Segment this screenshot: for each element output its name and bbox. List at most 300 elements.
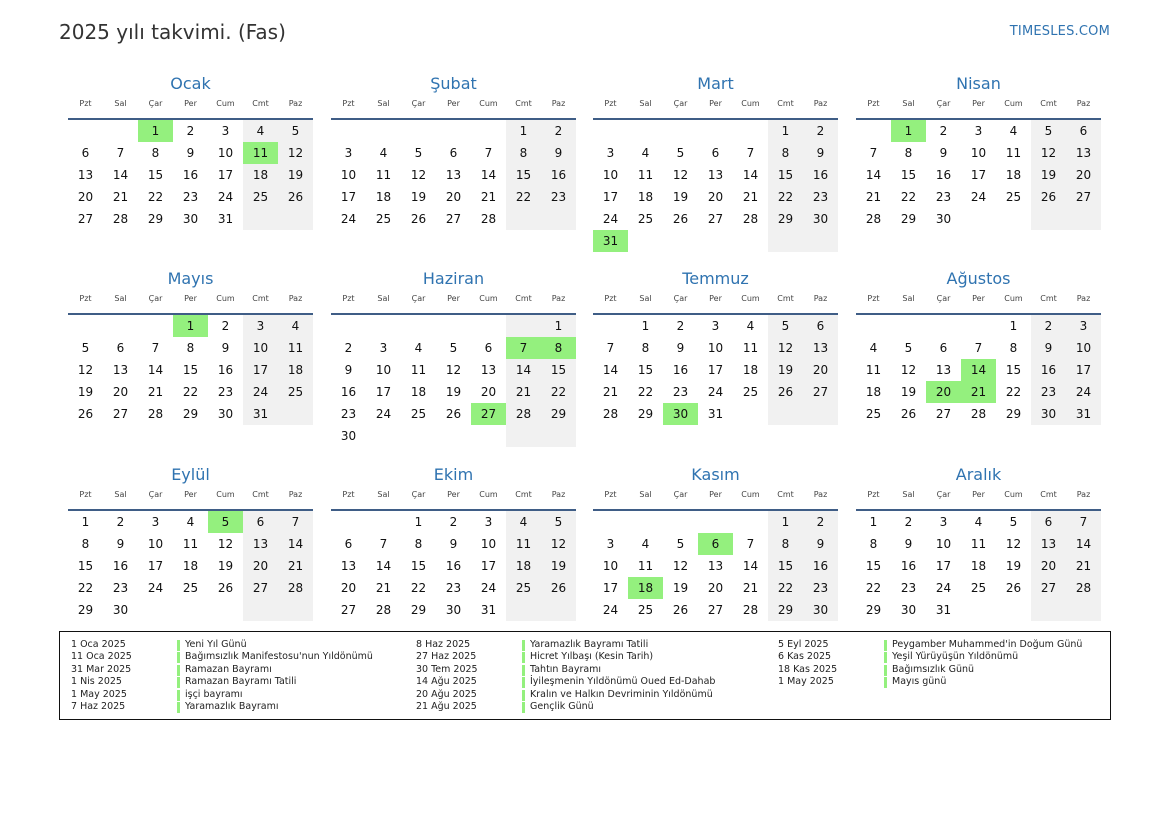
holiday-marker	[177, 690, 180, 701]
day-cell: 26	[1040, 190, 1057, 204]
day-cell: 18	[515, 559, 532, 573]
site-link[interactable]: TIMESLES.COM	[1009, 24, 1110, 39]
day-cell: 27	[1075, 190, 1092, 204]
day-cell: 25	[742, 385, 759, 399]
weekday-header	[68, 490, 313, 502]
day-cell: 15	[900, 168, 917, 182]
holiday-name: Yeni Yıl Günü	[185, 639, 247, 650]
holiday-day-cell: 1	[891, 120, 926, 142]
day-cell: 17	[480, 559, 497, 573]
month-block	[331, 73, 576, 226]
holiday-name: Bağımsızlık Manifestosu'nun Yıldönümü	[185, 651, 373, 663]
day-cell: 25	[865, 407, 882, 421]
weekday-label: Per	[184, 294, 197, 303]
month-name: Ekim	[433, 465, 474, 484]
day-cell: 24	[602, 603, 619, 617]
day-cell: 18	[865, 385, 882, 399]
day-cell: 16	[550, 168, 567, 182]
month-block	[593, 464, 838, 617]
day-cell: 10	[707, 341, 724, 355]
holiday-name: Hicret Yılbaşı (Kesin Tarih)	[530, 651, 654, 663]
day-grid	[331, 315, 576, 455]
day-cell: 16	[812, 559, 829, 573]
day-cell: 17	[602, 190, 619, 204]
day-cell: 26	[287, 190, 304, 204]
month-name: Şubat	[430, 74, 477, 93]
holiday-day-cell: 7	[506, 337, 541, 359]
day-cell: 8	[186, 341, 195, 355]
day-cell: 22	[777, 581, 794, 595]
day-cell: 12	[900, 363, 917, 377]
holiday-day-cell: 27	[471, 403, 506, 425]
day-cell: 14	[480, 168, 497, 182]
day-cell: 6	[711, 146, 720, 160]
weekday-label: Sal	[114, 294, 127, 303]
day-cell: 15	[515, 168, 532, 182]
day-cell: 4	[379, 146, 388, 160]
weekday-label: Paz	[1076, 99, 1091, 108]
weekday-label: Cmt	[1040, 490, 1057, 499]
day-cell: 18	[410, 385, 427, 399]
day-cell: 2	[344, 341, 353, 355]
weekday-label: Cmt	[515, 99, 532, 108]
day-cell: 20	[77, 190, 94, 204]
holiday-name: Tahtın Bayramı	[530, 663, 602, 675]
day-cell: 18	[375, 190, 392, 204]
day-cell: 17	[935, 559, 952, 573]
weekday-label: Paz	[288, 490, 303, 499]
weekday-label: Çar	[411, 294, 426, 303]
day-cell: 22	[865, 581, 882, 595]
day-cell: 30	[182, 212, 199, 226]
day-cell: 15	[147, 168, 164, 182]
day-cell: 24	[252, 385, 269, 399]
day-cell: 15	[77, 559, 94, 573]
day-cell: 21	[742, 190, 759, 204]
holiday-date: 6 Kas 2025	[778, 651, 832, 663]
day-cell: 2	[676, 319, 685, 333]
day-cell: 2	[939, 124, 948, 138]
weekday-label: Sal	[377, 294, 390, 303]
day-cell: 29	[77, 603, 94, 617]
day-cell: 18	[182, 559, 199, 573]
day-cell: 18	[970, 559, 987, 573]
day-cell: 3	[606, 146, 615, 160]
day-cell: 2	[449, 515, 458, 529]
weekday-header	[593, 490, 838, 502]
day-cell: 5	[781, 319, 790, 333]
day-cell: 22	[1005, 385, 1022, 399]
day-grid	[856, 315, 1101, 455]
month-name: Nisan	[956, 74, 1001, 93]
day-cell: 19	[445, 385, 462, 399]
month-block	[331, 268, 576, 443]
day-cell: 27	[707, 212, 724, 226]
day-cell: 25	[182, 581, 199, 595]
day-cell: 5	[81, 341, 90, 355]
holiday-day-cell: 1	[173, 315, 208, 337]
day-cell: 9	[116, 537, 125, 551]
holiday-day-cell: 6	[698, 533, 733, 555]
day-cell: 28	[147, 407, 164, 421]
day-cell: 15	[865, 559, 882, 573]
holiday-date: 21 Ağu 2025	[416, 700, 477, 712]
month-name: Temmuz	[682, 269, 749, 288]
day-cell: 22	[147, 190, 164, 204]
day-cell: 16	[935, 168, 952, 182]
weekday-label: Per	[447, 294, 460, 303]
weekday-header	[856, 99, 1101, 111]
day-cell: 21	[515, 385, 532, 399]
holiday-name: Yaramazlık Bayramı Tatili	[530, 639, 649, 650]
day-cell: 11	[637, 168, 654, 182]
day-cell: 3	[974, 124, 983, 138]
day-cell: 14	[742, 168, 759, 182]
weekday-label: Cum	[216, 490, 235, 499]
day-cell: 23	[672, 385, 689, 399]
holiday-marker	[177, 640, 180, 651]
day-cell: 22	[515, 190, 532, 204]
day-cell: 8	[519, 146, 528, 160]
day-cell: 14	[147, 363, 164, 377]
day-cell: 4	[641, 146, 650, 160]
day-cell: 12	[217, 537, 234, 551]
day-cell: 10	[480, 537, 497, 551]
day-grid	[331, 120, 576, 260]
weekday-header	[331, 99, 576, 111]
day-cell: 27	[252, 581, 269, 595]
day-cell: 27	[77, 212, 94, 226]
day-cell: 16	[1040, 363, 1057, 377]
day-cell: 26	[672, 603, 689, 617]
month-block	[331, 464, 576, 617]
weekday-label: Paz	[813, 294, 828, 303]
weekday-label: Cmt	[777, 99, 794, 108]
weekday-label: Cmt	[777, 294, 794, 303]
day-cell: 10	[340, 168, 357, 182]
day-cell: 6	[1044, 515, 1053, 529]
day-cell: 24	[1075, 385, 1092, 399]
weekday-label: Cum	[216, 99, 235, 108]
day-grid	[593, 511, 838, 651]
day-cell: 2	[221, 319, 230, 333]
day-cell: 9	[816, 537, 825, 551]
day-cell: 24	[707, 385, 724, 399]
day-cell: 13	[707, 559, 724, 573]
day-cell: 21	[602, 385, 619, 399]
day-cell: 6	[939, 341, 948, 355]
day-cell: 30	[812, 603, 829, 617]
weekday-label: Çar	[673, 490, 688, 499]
day-cell: 12	[777, 341, 794, 355]
day-cell: 10	[970, 146, 987, 160]
month-name: Haziran	[422, 269, 485, 288]
holiday-marker	[522, 640, 525, 651]
day-cell: 9	[904, 537, 913, 551]
day-cell: 21	[865, 190, 882, 204]
day-cell: 16	[672, 363, 689, 377]
day-cell: 25	[375, 212, 392, 226]
holiday-day-cell: 30	[663, 403, 698, 425]
day-cell: 25	[287, 385, 304, 399]
day-cell: 1	[781, 515, 790, 529]
weekday-label: Sal	[639, 294, 652, 303]
weekday-label: Sal	[114, 99, 127, 108]
weekday-header	[68, 99, 313, 111]
weekday-label: Paz	[1076, 490, 1091, 499]
day-cell: 3	[344, 146, 353, 160]
day-cell: 10	[147, 537, 164, 551]
day-cell: 23	[182, 190, 199, 204]
weekday-label: Cum	[1004, 490, 1023, 499]
day-cell: 18	[742, 363, 759, 377]
day-cell: 4	[974, 515, 983, 529]
day-cell: 13	[112, 363, 129, 377]
day-cell: 14	[742, 559, 759, 573]
weekday-label: Cmt	[252, 490, 269, 499]
day-cell: 9	[816, 146, 825, 160]
day-cell: 22	[410, 581, 427, 595]
weekday-label: Cmt	[777, 490, 794, 499]
month-block	[856, 464, 1101, 617]
day-cell: 2	[816, 124, 825, 138]
month-name: Eylül	[171, 465, 210, 484]
day-cell: 3	[711, 319, 720, 333]
day-cell: 3	[151, 515, 160, 529]
day-cell: 26	[445, 407, 462, 421]
day-cell: 22	[637, 385, 654, 399]
holiday-date: 8 Haz 2025	[416, 639, 471, 650]
day-cell: 27	[935, 407, 952, 421]
day-grid	[68, 120, 313, 260]
day-cell: 23	[1040, 385, 1057, 399]
day-cell: 23	[112, 581, 129, 595]
holiday-marker	[177, 677, 180, 688]
day-cell: 12	[287, 146, 304, 160]
month-name: Mayıs	[167, 269, 214, 288]
holiday-date: 20 Ağu 2025	[416, 688, 477, 700]
holiday-day-cell: 31	[593, 230, 628, 252]
day-cell: 16	[900, 559, 917, 573]
weekday-label: Paz	[288, 99, 303, 108]
day-cell: 24	[970, 190, 987, 204]
weekday-label: Paz	[813, 99, 828, 108]
day-cell: 31	[480, 603, 497, 617]
weekday-label: Cum	[741, 490, 760, 499]
day-cell: 13	[480, 363, 497, 377]
day-cell: 24	[375, 407, 392, 421]
month-block	[593, 268, 838, 421]
day-cell: 18	[637, 190, 654, 204]
weekday-label: Cmt	[1040, 294, 1057, 303]
day-cell: 7	[974, 341, 983, 355]
day-cell: 14	[1075, 537, 1092, 551]
day-cell: 17	[375, 385, 392, 399]
day-cell: 7	[1079, 515, 1088, 529]
day-cell: 8	[414, 537, 423, 551]
day-cell: 6	[256, 515, 265, 529]
day-cell: 27	[445, 212, 462, 226]
day-cell: 30	[1040, 407, 1057, 421]
weekday-label: Pzt	[79, 490, 92, 499]
holiday-marker	[522, 665, 525, 676]
holiday-day-cell: 21	[961, 381, 996, 403]
weekday-label: Pzt	[867, 99, 880, 108]
weekday-label: Pzt	[342, 490, 355, 499]
holiday-marker	[522, 652, 525, 663]
holiday-marker	[522, 690, 525, 701]
day-cell: 12	[1040, 146, 1057, 160]
day-cell: 11	[515, 537, 532, 551]
weekday-label: Cum	[479, 490, 498, 499]
day-cell: 17	[602, 581, 619, 595]
day-cell: 29	[900, 212, 917, 226]
day-cell: 2	[186, 124, 195, 138]
day-cell: 25	[252, 190, 269, 204]
day-cell: 23	[900, 581, 917, 595]
day-cell: 14	[375, 559, 392, 573]
day-cell: 16	[445, 559, 462, 573]
day-cell: 12	[1005, 537, 1022, 551]
weekday-label: Pzt	[342, 99, 355, 108]
weekday-label: Sal	[639, 99, 652, 108]
day-cell: 16	[112, 559, 129, 573]
day-cell: 10	[217, 146, 234, 160]
day-cell: 24	[217, 190, 234, 204]
weekday-label: Cum	[1004, 99, 1023, 108]
day-cell: 5	[904, 341, 913, 355]
weekday-label: Sal	[639, 490, 652, 499]
day-cell: 8	[81, 537, 90, 551]
day-cell: 25	[410, 407, 427, 421]
holiday-date: 7 Haz 2025	[71, 700, 126, 712]
day-cell: 5	[1009, 515, 1018, 529]
day-cell: 11	[410, 363, 427, 377]
holiday-marker	[177, 702, 180, 713]
day-cell: 7	[484, 146, 493, 160]
day-cell: 30	[935, 212, 952, 226]
day-cell: 27	[812, 385, 829, 399]
day-cell: 27	[112, 407, 129, 421]
day-cell: 30	[217, 407, 234, 421]
holiday-date: 1 Oca 2025	[71, 639, 126, 650]
day-cell: 12	[672, 168, 689, 182]
weekday-label: Paz	[288, 294, 303, 303]
day-cell: 28	[742, 603, 759, 617]
day-cell: 29	[637, 407, 654, 421]
day-cell: 16	[182, 168, 199, 182]
day-cell: 19	[900, 385, 917, 399]
day-cell: 16	[812, 168, 829, 182]
weekday-label: Cum	[479, 99, 498, 108]
day-cell: 23	[340, 407, 357, 421]
day-cell: 24	[935, 581, 952, 595]
holiday-date: 5 Eyl 2025	[778, 639, 829, 650]
day-cell: 20	[252, 559, 269, 573]
day-cell: 29	[410, 603, 427, 617]
day-cell: 27	[1040, 581, 1057, 595]
weekday-label: Pzt	[604, 490, 617, 499]
day-cell: 3	[1079, 319, 1088, 333]
day-cell: 28	[742, 212, 759, 226]
day-cell: 4	[291, 319, 300, 333]
day-cell: 17	[147, 559, 164, 573]
weekday-label: Sal	[377, 99, 390, 108]
day-cell: 12	[445, 363, 462, 377]
day-cell: 26	[410, 212, 427, 226]
day-cell: 20	[812, 363, 829, 377]
day-cell: 22	[77, 581, 94, 595]
weekday-label: Per	[447, 99, 460, 108]
day-cell: 11	[865, 363, 882, 377]
holiday-name: Ramazan Bayramı Tatili	[185, 676, 297, 688]
holiday-date: 1 Nis 2025	[71, 676, 122, 688]
day-grid	[68, 315, 313, 455]
day-cell: 31	[935, 603, 952, 617]
holiday-day-cell: 11	[243, 142, 278, 164]
day-cell: 20	[1040, 559, 1057, 573]
day-cell: 5	[291, 124, 300, 138]
day-cell: 19	[550, 559, 567, 573]
day-cell: 22	[182, 385, 199, 399]
day-cell: 8	[151, 146, 160, 160]
day-cell: 25	[970, 581, 987, 595]
day-cell: 5	[554, 515, 563, 529]
weekday-label: Paz	[551, 99, 566, 108]
day-cell: 24	[340, 212, 357, 226]
holiday-day-cell: 20	[926, 381, 961, 403]
day-cell: 20	[1075, 168, 1092, 182]
day-cell: 5	[676, 537, 685, 551]
page-title: 2025 yılı takvimi. (Fas)	[59, 20, 286, 44]
day-cell: 19	[410, 190, 427, 204]
day-cell: 30	[900, 603, 917, 617]
day-cell: 31	[1075, 407, 1092, 421]
weekday-label: Per	[447, 490, 460, 499]
day-cell: 18	[1005, 168, 1022, 182]
day-cell: 19	[287, 168, 304, 182]
day-cell: 1	[641, 319, 650, 333]
day-cell: 10	[602, 168, 619, 182]
day-cell: 3	[221, 124, 230, 138]
day-cell: 5	[414, 146, 423, 160]
holiday-marker	[884, 677, 887, 688]
day-cell: 6	[484, 341, 493, 355]
day-cell: 16	[340, 385, 357, 399]
day-cell: 19	[672, 581, 689, 595]
day-cell: 12	[672, 559, 689, 573]
day-cell: 23	[445, 581, 462, 595]
day-cell: 24	[480, 581, 497, 595]
day-cell: 25	[637, 212, 654, 226]
day-cell: 3	[379, 341, 388, 355]
month-name: Mart	[697, 74, 734, 93]
day-cell: 9	[344, 363, 353, 377]
day-cell: 27	[707, 603, 724, 617]
day-cell: 2	[116, 515, 125, 529]
day-cell: 13	[812, 341, 829, 355]
day-cell: 13	[77, 168, 94, 182]
day-cell: 15	[550, 363, 567, 377]
day-cell: 13	[445, 168, 462, 182]
day-cell: 31	[707, 407, 724, 421]
weekday-label: Per	[184, 490, 197, 499]
day-cell: 28	[287, 581, 304, 595]
day-cell: 20	[480, 385, 497, 399]
day-cell: 10	[252, 341, 269, 355]
day-cell: 1	[1009, 319, 1018, 333]
weekday-label: Çar	[936, 294, 951, 303]
